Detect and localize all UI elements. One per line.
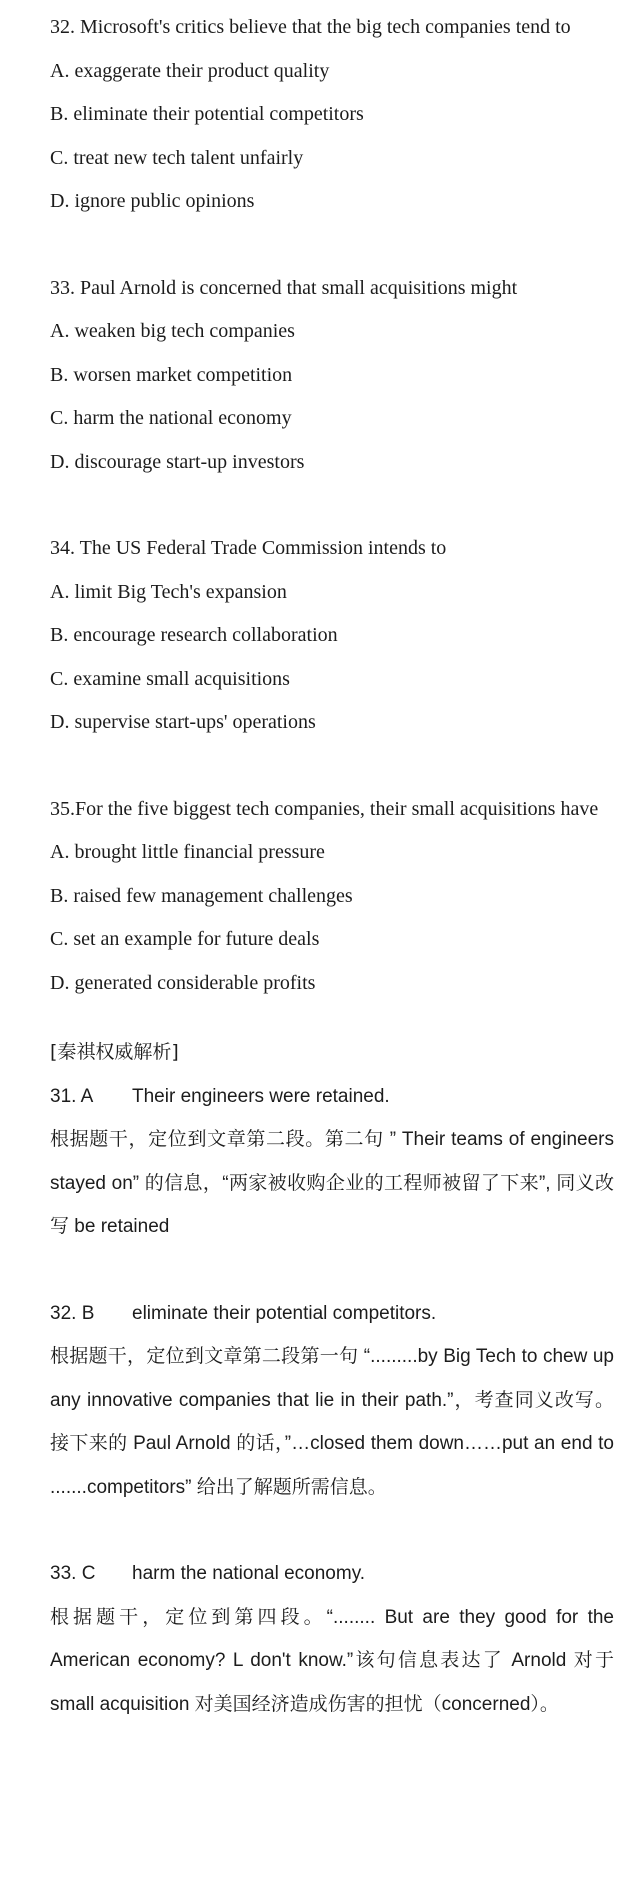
answer-explanation: 根据题干，定位到文章第二段第一句 “.........by Big Tech to chew up any innovative companies that lie in their path.”，考查同义改写。接下来的 Paul Arnold 的话，”…closed them down……put an end to .......competitors” 给出了解题所需信息。 — [50, 1346, 614, 1498]
question-33 — [50, 267, 614, 485]
question-stem: 33. Paul Arnold is concerned that small acquisitions might — [50, 276, 518, 299]
option-b: B. encourage research collaboration — [50, 624, 338, 646]
option-d: D. ignore public opinions — [50, 190, 255, 212]
option-c: C. harm the national economy — [50, 407, 292, 429]
option-b: B. worsen market competition — [50, 363, 293, 386]
option-a: A. exaggerate their product quality — [50, 59, 330, 82]
option-d: D. discourage start-up investors — [50, 450, 305, 473]
option-b: B. raised few management challenges — [50, 884, 353, 907]
answer-explanation: 根据题干，定位到第四段。“........ But are they good for the American economy? L don't know.”该句信息表达了 Arnold 对于 small acquisition 对美国经济造成伤害的担忧（concerned）。 — [50, 1606, 614, 1715]
answer-text: Their engineers were retained. — [132, 1085, 390, 1107]
option-c: C. examine small acquisitions — [50, 667, 290, 690]
answer-number: 32. B — [50, 1302, 95, 1324]
answer-line — [50, 1075, 614, 1119]
answer-line — [50, 1552, 614, 1596]
question-stem: 35.For the five biggest tech companies, their small acquisitions have — [50, 797, 599, 820]
answer-text: eliminate their potential competitors. — [132, 1302, 437, 1324]
question-32 — [50, 6, 614, 224]
analysis-heading: [秦祺权威解析] — [50, 1041, 179, 1063]
answer-32 — [50, 1292, 614, 1510]
question-stem: 32. Microsoft's critics believe that the big tech companies tend to — [50, 16, 571, 38]
answer-31 — [50, 1075, 614, 1249]
question-35 — [50, 788, 614, 1006]
option-a: A. weaken big tech companies — [50, 320, 295, 342]
option-d: D. supervise start-ups' operations — [50, 711, 316, 733]
option-b: B. eliminate their potential competitors — [50, 103, 364, 125]
analysis-section — [50, 1031, 614, 1726]
answer-number: 31. A — [50, 1085, 94, 1107]
option-d: D. generated considerable profits — [50, 971, 316, 994]
option-a: A. brought little financial pressure — [50, 841, 325, 863]
answer-text: harm the national economy. — [132, 1563, 366, 1584]
answer-number: 33. C — [50, 1563, 96, 1584]
option-a: A. limit Big Tech's expansion — [50, 580, 287, 603]
option-c: C. set an example for future deals — [50, 928, 320, 950]
question-34 — [50, 527, 614, 745]
option-c: C. treat new tech talent unfairly — [50, 146, 304, 169]
answer-explanation: 根据题干，定位到文章第二段。第二句 ” Their teams of engineers stayed on” 的信息，“两家被收购企业的工程师被留了下来”, 同义改写 be retained — [50, 1129, 614, 1237]
answer-33 — [50, 1552, 614, 1726]
question-stem: 34. The US Federal Trade Commission intends to — [50, 537, 447, 559]
answer-line — [50, 1292, 614, 1336]
